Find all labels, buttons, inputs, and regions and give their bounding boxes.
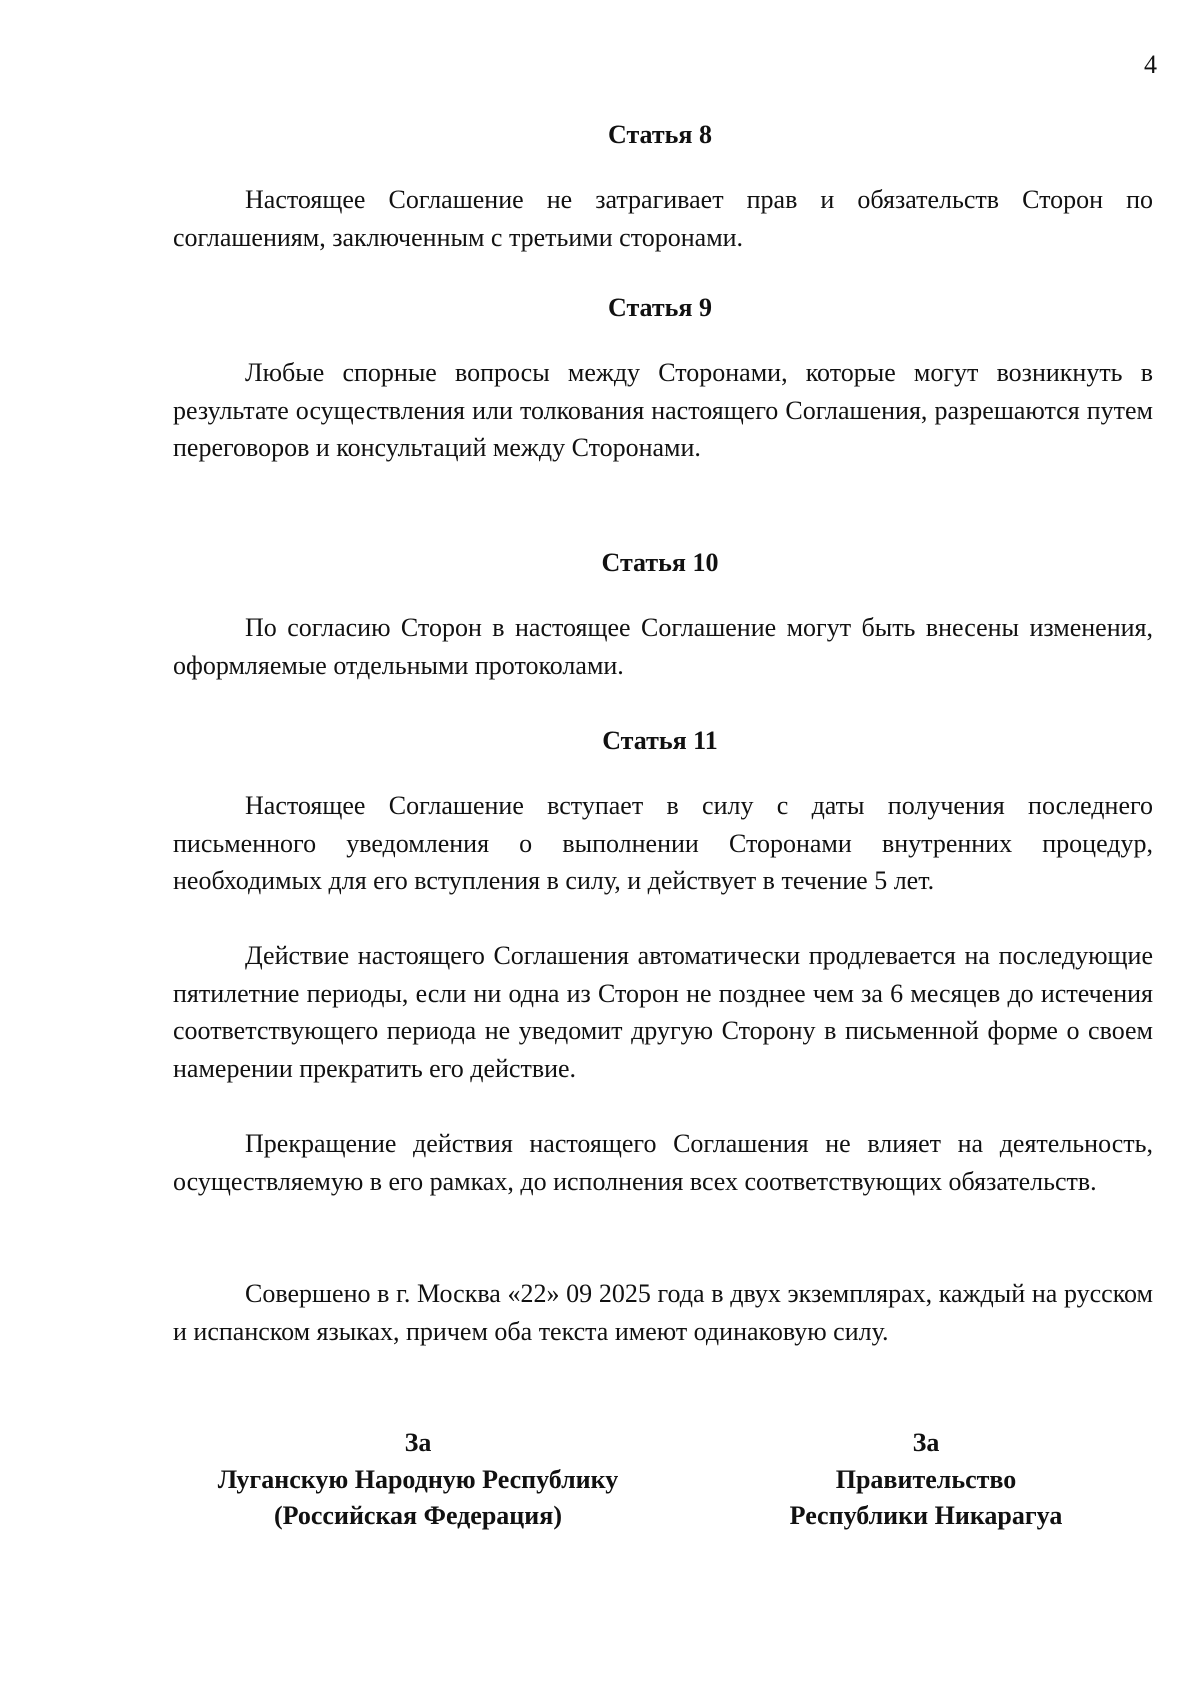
- signature-block-right: [730, 1425, 1122, 1535]
- article-11-paragraph-2: Действие настоящего Соглашения автоматически продлевается на последующие пятилетние периоды, если ни одна из Сторон не позднее чем за 6 месяцев до истечения соответствующего периода не уведомит другую Сторону в письменной форме о своем намерении прекратить его действие.: [173, 941, 1153, 1083]
- article-11-paragraph-3: Прекращение действия настоящего Соглашения не влияет на деятельность, осуществляемую в его рамках, до исполнения всех соответствующих обязательств.: [173, 1129, 1153, 1196]
- signature-right-line-2: Правительство: [835, 1464, 1017, 1494]
- signature-right-line-3: Республики Никарагуа: [789, 1501, 1063, 1530]
- closing-paragraph: Совершено в г. Москва «22» 09 2025 года в двух экземплярах, каждый на русском и испанском языках, причем оба текста имеют одинаковую силу.: [173, 1279, 1153, 1346]
- signature-right-line-1: За: [912, 1428, 940, 1457]
- page-number: 4: [1144, 50, 1157, 79]
- signature-left-line-3: (Российская Федерация): [274, 1501, 562, 1530]
- article-8-heading: Статья 8: [608, 120, 712, 149]
- article-9-heading: Статья 9: [608, 293, 712, 322]
- article-10-heading: Статья 10: [601, 548, 719, 577]
- article-8-paragraph-1: Настоящее Соглашение не затрагивает прав и обязательств Сторон по соглашениям, заключенным с третьими сторонами.: [173, 185, 1153, 252]
- article-11-paragraph-1: Настоящее Соглашение вступает в силу с даты получения последнего письменного уведомления о выполнении Сторонами внутренних процедур, необходимых для его вступления в силу, и действует в течение 5 лет.: [173, 791, 1153, 896]
- signature-left-line-2: Луганскую Народную Республику: [217, 1464, 619, 1494]
- article-9-paragraph-1: Любые спорные вопросы между Сторонами, которые могут возникнуть в результате осуществления или толкования настоящего Соглашения, разрешаются путем переговоров и консультаций между Сторонами.: [173, 358, 1153, 463]
- article-10-paragraph-1: По согласию Сторон в настоящее Соглашение могут быть внесены изменения, оформляемые отдельными протоколами.: [173, 613, 1153, 680]
- article-11-heading: Статья 11: [602, 726, 718, 755]
- signature-block-left: [170, 1425, 666, 1535]
- signature-left-line-1: За: [404, 1428, 432, 1457]
